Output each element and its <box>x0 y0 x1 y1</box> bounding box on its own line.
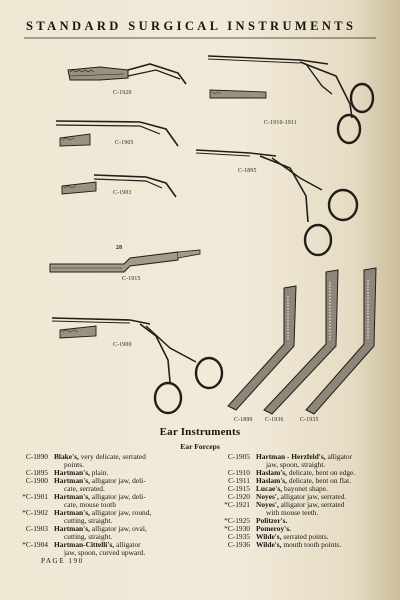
instrument-name: Hartman's, <box>54 508 90 517</box>
instrument-detail-continued: points. <box>64 460 84 469</box>
catalog-entry <box>10 477 218 493</box>
instrument-detail: alligator <box>327 452 353 461</box>
catalog-list-left <box>10 453 218 557</box>
catalog-entry <box>212 541 372 549</box>
instrument-detail: plain. <box>91 468 109 477</box>
label-28: 28 <box>116 245 123 251</box>
catalog-code: *C-1904 <box>22 540 48 549</box>
instrument-detail: delicate, bent on edge. <box>288 468 356 477</box>
label-c1910-1911: C-1910-1911 <box>264 120 297 126</box>
instrument-detail: mouth tooth points. <box>283 540 342 549</box>
forceps-c1900-illustration <box>52 318 222 413</box>
instrument-detail-continued: cate, mouse tooth <box>64 500 116 509</box>
forceps-c1910-1911-illustration <box>208 56 373 143</box>
instrument-name: Hartman-Cittelli's, <box>54 540 115 549</box>
forceps-c1920-illustration <box>68 64 186 84</box>
instrument-detail-continued: jaw, spoon, straight. <box>266 460 326 469</box>
catalog-code: C-1915 <box>227 484 250 493</box>
instrument-detail: alligator <box>116 540 141 549</box>
instrument-name: Haslam's, <box>256 476 288 485</box>
catalog-code: C-1936 <box>227 540 250 549</box>
section-subtitle: Ear Forceps <box>180 442 220 451</box>
instrument-detail: alligator jaw, round, <box>91 508 152 517</box>
forceps-c1895-illustration <box>196 150 357 255</box>
catalog-entry <box>10 541 218 557</box>
instrument-name: Noyes', <box>256 492 279 501</box>
forceps-c1935-illustration <box>306 268 376 414</box>
label-c1905: C-1905 <box>115 140 134 146</box>
catalog-code: *C-1925 <box>224 516 250 525</box>
instrument-detail: very delicate, serrated <box>80 452 146 461</box>
instrument-detail: serrated points. <box>283 532 329 541</box>
instrument-detail: delicate, bent on flat. <box>288 476 352 485</box>
catalog-entry <box>212 453 372 469</box>
label-c1936: C-1936 <box>265 417 284 423</box>
instrument-detail-continued: with mouse teeth. <box>266 508 319 517</box>
catalog-entry <box>10 493 218 509</box>
catalog-code: C-1920 <box>227 492 250 501</box>
instrument-name: Wilde's, <box>256 532 282 541</box>
catalog-code: C-1935 <box>227 532 250 541</box>
label-c1890: C-1890 <box>234 417 253 423</box>
instrument-name: Hartman's, <box>54 468 90 477</box>
instrument-name: Blake's, <box>54 452 79 461</box>
catalog-code: *C-1902 <box>22 508 48 517</box>
label-c1915: C-1915 <box>122 276 141 282</box>
catalog-code: *C-1901 <box>22 492 48 501</box>
instrument-name: Wilde's, <box>256 540 282 549</box>
catalog-code: C-1895 <box>25 468 48 477</box>
catalog-entry <box>10 509 218 525</box>
instrument-name: Haslam's, <box>256 468 288 477</box>
catalog-list-right <box>212 453 372 549</box>
instrument-detail-continued: cutting, straight. <box>64 532 113 541</box>
catalog-description <box>256 541 372 549</box>
instrument-name: Hartman - Herzfeld's, <box>256 452 326 461</box>
catalog-code: C-1890 <box>25 452 48 461</box>
instrument-name: Hartman's, <box>54 476 90 485</box>
catalog-code: C-1911 <box>228 476 250 485</box>
label-c1935: C-1935 <box>300 417 319 423</box>
running-head: STANDARD SURGICAL INSTRUMENTS <box>26 19 357 33</box>
catalog-code: *C-1930 <box>224 524 250 533</box>
catalog-entry <box>10 525 218 541</box>
instrument-detail-continued: jaw, spoon, curved upward. <box>64 548 146 557</box>
instrument-detail: alligator jaw, serrated. <box>280 492 347 501</box>
instrument-detail-continued: cutting, straight. <box>64 516 113 525</box>
page-number: PAGE 190 <box>41 557 84 565</box>
instrument-name: Politzer's. <box>256 516 288 525</box>
label-c1920: C-1920 <box>113 90 132 96</box>
catalog-code: C-1903 <box>25 524 48 533</box>
forceps-c1915-illustration <box>50 250 200 272</box>
label-c1895: C-1895 <box>238 168 257 174</box>
instrument-name: Hartman's, <box>54 492 90 501</box>
catalog-code: C-1905 <box>227 452 250 461</box>
label-c1900: C-1900 <box>113 342 132 348</box>
instrument-detail: bayonet shape. <box>283 484 328 493</box>
catalog-code: C-1900 <box>25 476 48 485</box>
instrument-name: Lucae's, <box>256 484 283 493</box>
catalog-entry <box>212 501 372 517</box>
section-title: Ear Instruments <box>159 426 241 438</box>
instrument-detail: alligator jaw, serrated <box>280 500 345 509</box>
instrument-name: Noyes', <box>256 500 279 509</box>
instrument-detail: alligator jaw, oval, <box>91 524 147 533</box>
instrument-name: Hartman's, <box>54 524 90 533</box>
catalog-code: C-1910 <box>227 468 250 477</box>
catalog-entry <box>10 453 218 469</box>
label-c1903: C-1903 <box>113 190 132 196</box>
instrument-name: Pomeroy's. <box>256 524 291 533</box>
instrument-detail: alligator jaw, deli- <box>91 476 146 485</box>
instrument-detail: alligator jaw, deli- <box>91 492 146 501</box>
instrument-detail-continued: cate, serrated. <box>64 484 105 493</box>
catalog-code: *C-1921 <box>224 500 250 509</box>
